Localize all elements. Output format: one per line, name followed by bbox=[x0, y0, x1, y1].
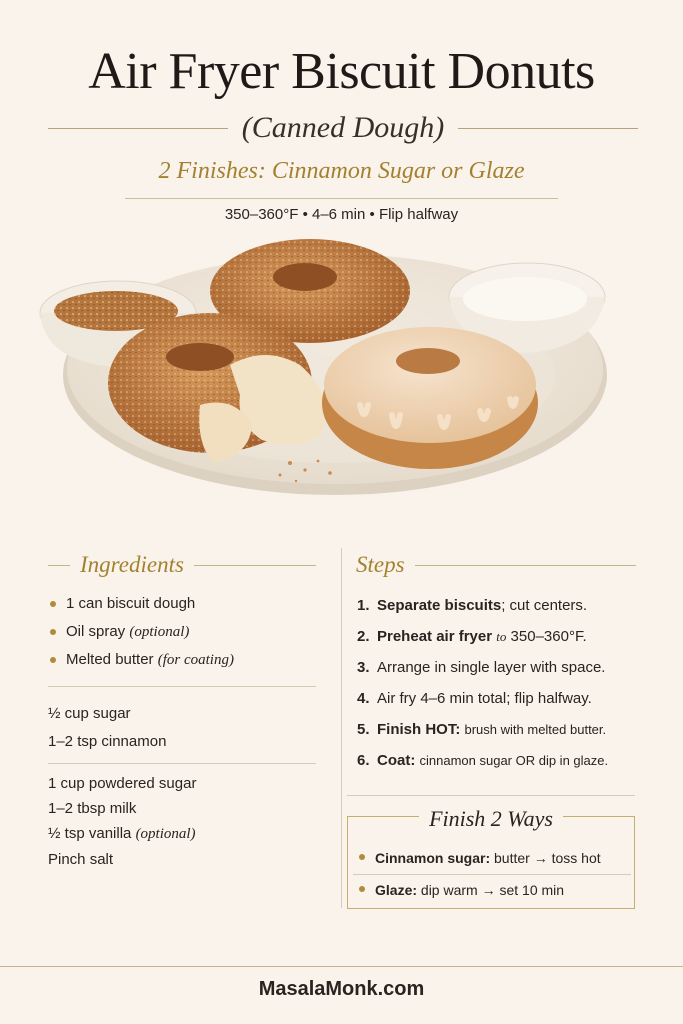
step-bold: Coat: bbox=[377, 752, 416, 769]
donuts-photo bbox=[0, 235, 683, 545]
ingredients-heading bbox=[48, 550, 316, 580]
list-item bbox=[48, 646, 318, 674]
divider-line bbox=[458, 128, 638, 129]
finish-bold: Cinnamon sugar: bbox=[375, 850, 491, 866]
list-item bbox=[48, 590, 318, 618]
glaze-text: 1–2 tbsp milk bbox=[48, 800, 137, 817]
ingredient-text: 1 can biscuit dough bbox=[66, 595, 196, 612]
step-bold: Finish HOT: bbox=[377, 721, 461, 738]
list-item bbox=[48, 771, 196, 796]
glaze-text: ½ tsp vanilla bbox=[48, 825, 132, 842]
divider-line bbox=[48, 128, 228, 129]
steps-title: Steps bbox=[356, 552, 405, 577]
glaze-text: Pinch salt bbox=[48, 851, 114, 868]
step-bold: Preheat air fryer bbox=[377, 628, 493, 645]
heading-rule bbox=[194, 565, 316, 566]
list-item bbox=[48, 821, 196, 847]
step-item bbox=[357, 714, 647, 745]
divider-line bbox=[125, 198, 558, 199]
step-text: Arrange in single layer with space. bbox=[377, 659, 606, 676]
steps-list bbox=[357, 590, 647, 776]
step-number: 2. bbox=[357, 628, 370, 645]
list-item: ½ cup sugar bbox=[48, 705, 131, 722]
step-item bbox=[357, 745, 647, 776]
step-number: 4. bbox=[357, 690, 370, 707]
ingredients-title: Ingredients bbox=[80, 552, 184, 577]
step-item bbox=[357, 683, 647, 714]
ingredients-list bbox=[48, 590, 318, 674]
glaze-list bbox=[48, 771, 196, 872]
finish-ways-heading bbox=[357, 806, 625, 832]
heading-rule bbox=[48, 565, 70, 566]
heading-rule bbox=[415, 565, 636, 566]
bullet-icon bbox=[359, 854, 365, 860]
finishes-tagline: 2 Finishes: Cinnamon Sugar or Glaze bbox=[158, 158, 525, 184]
list-item: 1–2 tsp cinnamon bbox=[48, 733, 167, 750]
list-item bbox=[357, 843, 627, 874]
step-text: cinnamon sugar OR dip in glaze. bbox=[419, 753, 609, 768]
step-text: ; cut centers. bbox=[501, 597, 588, 614]
bullet-icon bbox=[50, 601, 56, 607]
step-number: 1. bbox=[357, 597, 370, 614]
finish-text: butter → toss hot bbox=[494, 850, 601, 866]
step-text: brush with melted butter. bbox=[464, 722, 607, 737]
divider-line bbox=[48, 763, 316, 764]
step-italic: to bbox=[496, 629, 507, 644]
list-item bbox=[48, 618, 318, 646]
step-item bbox=[357, 652, 647, 683]
ingredient-note: (for coating) bbox=[157, 652, 234, 668]
divider-line bbox=[0, 966, 683, 967]
finish-bold: Glaze: bbox=[375, 882, 418, 898]
step-number: 5. bbox=[357, 721, 370, 738]
step-number: 6. bbox=[357, 752, 370, 769]
site-footer[interactable]: MasalaMonk.com bbox=[258, 978, 425, 1000]
bullet-icon bbox=[50, 629, 56, 635]
column-divider bbox=[341, 548, 342, 908]
step-item bbox=[357, 590, 647, 621]
subtitle-row bbox=[48, 110, 638, 146]
page-title: Air Fryer Biscuit Donuts bbox=[88, 43, 595, 100]
ingredient-text: Melted butter bbox=[66, 651, 154, 668]
divider-line bbox=[347, 795, 635, 796]
step-number: 3. bbox=[357, 659, 370, 676]
bullet-icon bbox=[50, 657, 56, 663]
glaze-text: 1 cup powdered sugar bbox=[48, 775, 197, 792]
list-item bbox=[48, 847, 196, 872]
divider-line bbox=[48, 686, 316, 687]
step-text: Air fry 4–6 min total; flip halfway. bbox=[377, 690, 592, 707]
finish-text: dip warm → set 10 min bbox=[420, 882, 565, 898]
finish-ways-list bbox=[357, 843, 627, 906]
glaze-note: (optional) bbox=[135, 826, 196, 842]
steps-heading bbox=[356, 550, 636, 580]
ingredient-note: (optional) bbox=[129, 624, 190, 640]
step-item bbox=[357, 621, 647, 652]
cinnamon-sugar-list bbox=[48, 700, 166, 756]
list-item bbox=[357, 875, 627, 906]
bullet-icon bbox=[359, 886, 365, 892]
list-item bbox=[48, 796, 196, 821]
finish-ways-title: Finish 2 Ways bbox=[419, 806, 563, 832]
ingredient-text: Oil spray bbox=[66, 623, 126, 640]
step-text: 350–360°F. bbox=[510, 628, 587, 645]
page-subtitle: (Canned Dough) bbox=[241, 111, 445, 144]
step-bold: Separate biscuits bbox=[377, 597, 502, 614]
cook-meta: 350–360°F • 4–6 min • Flip halfway bbox=[224, 206, 459, 223]
